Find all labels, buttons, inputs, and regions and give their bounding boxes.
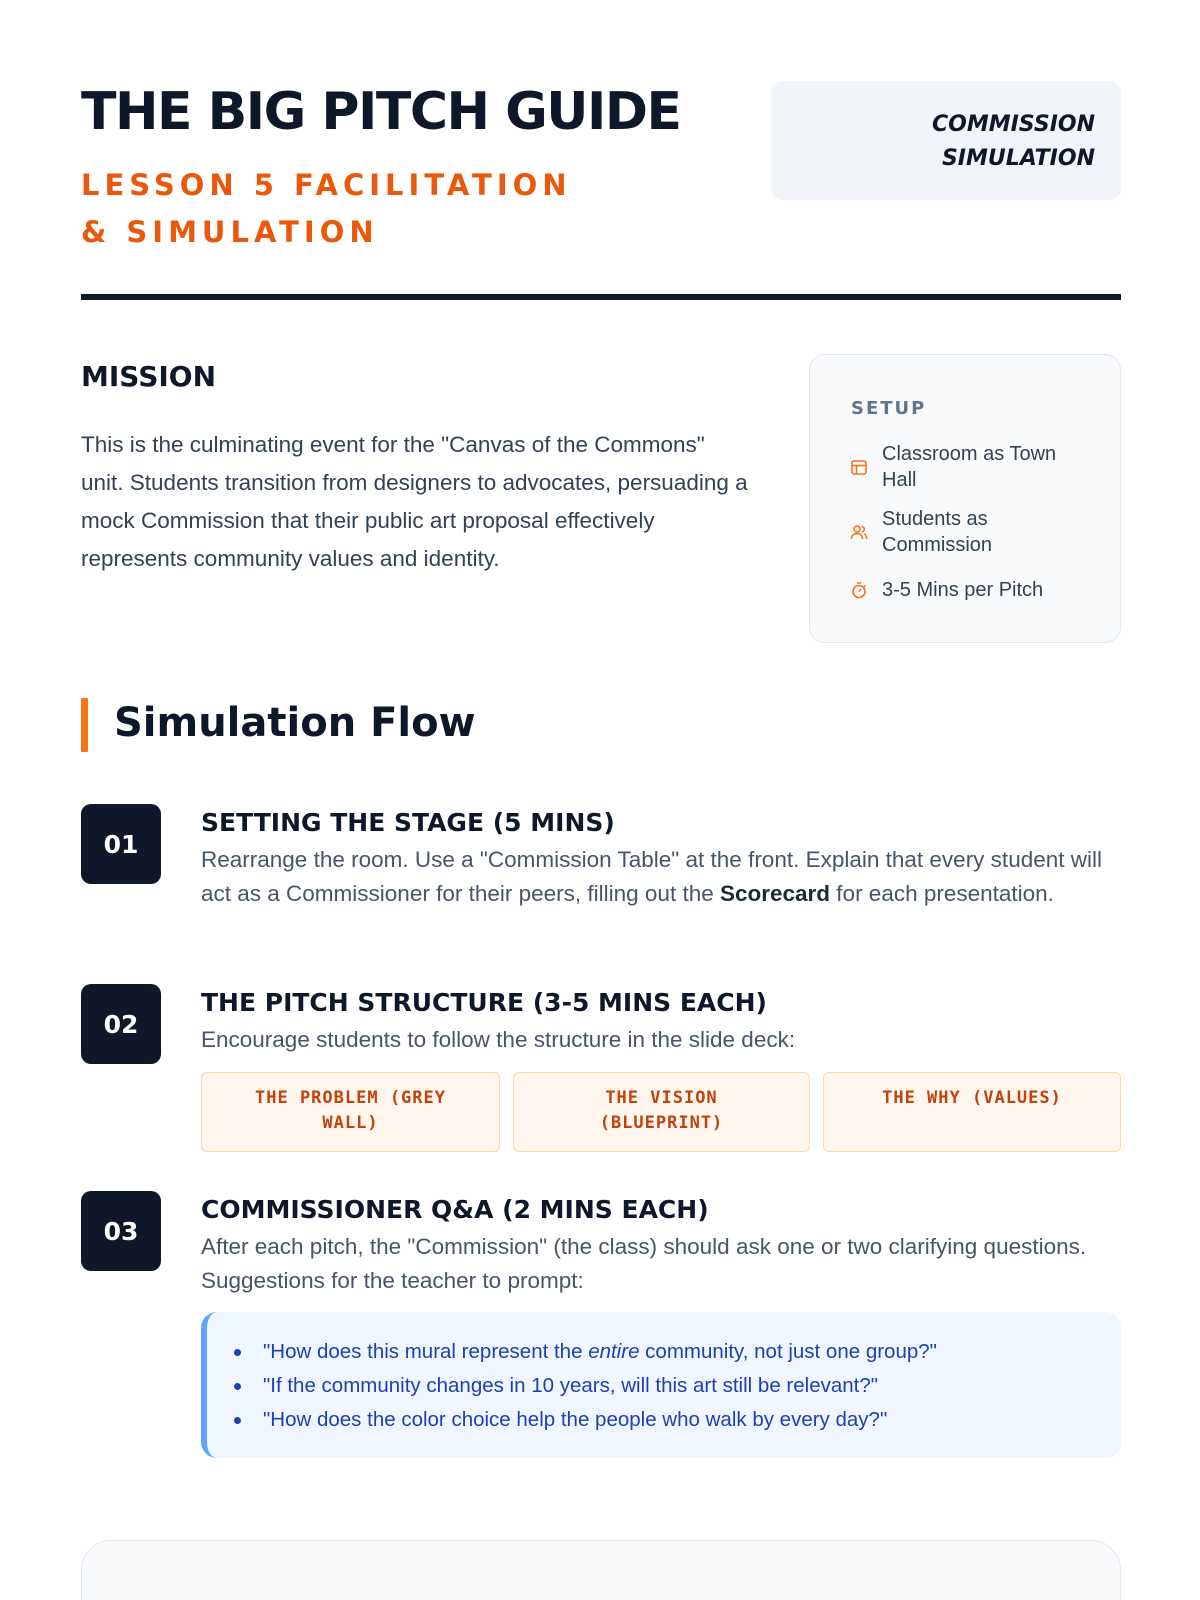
step-number: 01 bbox=[81, 804, 161, 884]
step-title: COMMISSIONER Q&A (2 MINS EACH) bbox=[201, 1195, 709, 1224]
bullet-icon bbox=[234, 1417, 241, 1424]
quote-emphasis: entire bbox=[588, 1340, 640, 1363]
prompt-questions bbox=[201, 1312, 1121, 1458]
scorecard-term: Scorecard bbox=[719, 881, 831, 906]
pitch-part-problem bbox=[201, 1072, 500, 1152]
bottom-card bbox=[81, 1540, 1121, 1600]
pitch-part-why bbox=[823, 1072, 1121, 1152]
list-item bbox=[234, 1369, 1121, 1403]
step-text-part: for each presentation. bbox=[830, 881, 1054, 906]
setup-item-label: 3-5 Mins per Pitch bbox=[882, 579, 1044, 601]
setup-item-classroom bbox=[850, 441, 1082, 493]
commission-badge bbox=[771, 81, 1121, 200]
users-icon bbox=[850, 523, 868, 541]
quote-text bbox=[263, 1340, 937, 1364]
quote-text: "How does the color choice help the people who walk by every day?" bbox=[263, 1408, 888, 1431]
mission-text: This is the culminating event for the "Canvas of the Commons" unit. Students transition from designers to advocates, persuading a mock Commission that their public art proposal effectively represents community values and identity. bbox=[81, 432, 748, 571]
setup-item-label: Students as Commission bbox=[882, 508, 993, 556]
bullet-icon bbox=[234, 1383, 241, 1390]
list-item bbox=[234, 1403, 1121, 1437]
step-text-part: Rearrange the room. Use a "Commission Table" at the front. Explain that every student will act as a Commissioner for their peers, filling out the bbox=[201, 847, 1102, 906]
step-text bbox=[201, 843, 1121, 911]
page-title: THE BIG PITCH GUIDE bbox=[81, 82, 681, 142]
pitch-part-vision bbox=[513, 1072, 810, 1152]
quote-part: community, not just one group?" bbox=[639, 1340, 937, 1363]
pill-label: THE WHY (VALUES) bbox=[882, 1088, 1062, 1108]
setup-item-students bbox=[850, 506, 1082, 558]
quote-text: "If the community changes in 10 years, will this art still be relevant?" bbox=[263, 1374, 879, 1397]
mission-heading: MISSION bbox=[81, 360, 217, 393]
step-title: THE PITCH STRUCTURE (3-5 MINS EACH) bbox=[201, 988, 767, 1017]
step-title: SETTING THE STAGE (5 MINS) bbox=[201, 808, 615, 837]
calendar-icon bbox=[850, 458, 868, 476]
setup-heading: SETUP bbox=[851, 398, 927, 419]
step-text: After each pitch, the "Commission" (the class) should ask one or two clarifying questions. Suggestions for the teacher to prompt: bbox=[201, 1234, 1087, 1293]
badge-label: COMMISSION SIMULATION bbox=[931, 112, 1095, 171]
setup-card bbox=[809, 354, 1121, 643]
step-text: Encourage students to follow the structure in the slide deck: bbox=[201, 1027, 796, 1052]
stopwatch-icon bbox=[850, 581, 868, 599]
pill-label: THE PROBLEM (GREY WALL) bbox=[255, 1088, 446, 1133]
step-number: 02 bbox=[81, 984, 161, 1064]
setup-item-label: Classroom as Town Hall bbox=[882, 443, 1057, 491]
pitch-guide-page bbox=[81, 0, 1121, 1600]
bullet-icon bbox=[234, 1349, 241, 1356]
list-item bbox=[234, 1335, 1121, 1369]
quote-part: "How does this mural represent the bbox=[263, 1340, 589, 1363]
flow-heading: Simulation Flow bbox=[114, 700, 476, 746]
header-divider bbox=[81, 294, 1121, 300]
step-number: 03 bbox=[81, 1191, 161, 1271]
flow-accent-bar bbox=[81, 698, 88, 752]
pill-label: THE VISION (BLUEPRINT) bbox=[599, 1088, 724, 1133]
setup-item-time bbox=[850, 577, 1082, 603]
page-subtitle: LESSON 5 FACILITATION & SIMULATION bbox=[81, 168, 572, 249]
